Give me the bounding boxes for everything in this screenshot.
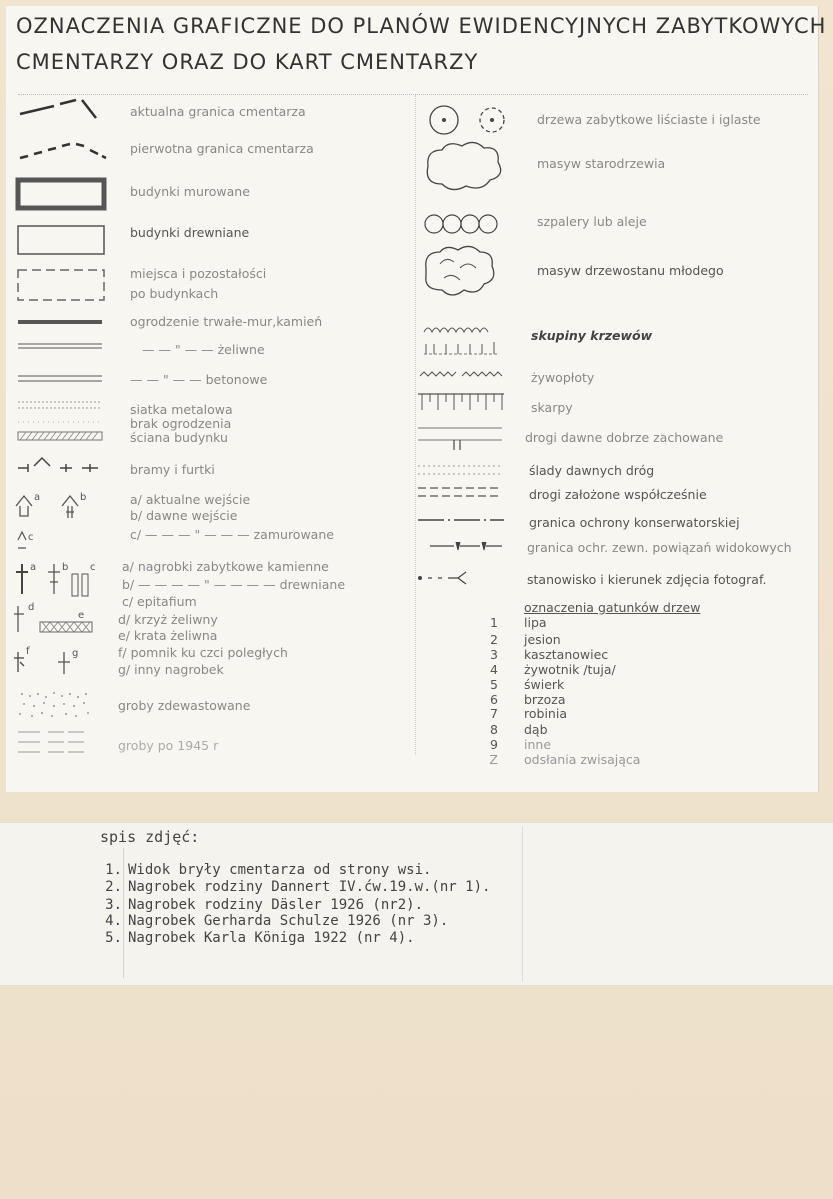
label-drzewa-zabytkowe: drzewa zabytkowe liściaste i iglaste	[537, 112, 761, 127]
label-pierwotna-granica: pierwotna granica cmentarza	[130, 141, 314, 156]
species-number: 1	[490, 615, 498, 630]
photo-item-text: Nagrobek rodziny Dannert IV.ćw.19.w.(nr 1).	[128, 879, 491, 895]
species-number: 5	[490, 677, 498, 692]
label-sciana: ściana budynku	[130, 430, 228, 445]
photo-item-number: 3.	[105, 897, 122, 913]
photo-item-number: 4.	[105, 913, 122, 929]
species-number: 4	[490, 662, 498, 677]
label-budynki-murowane: budynki murowane	[130, 184, 250, 199]
species-name: dąb	[524, 722, 548, 737]
label-betonowe: — — " — — betonowe	[130, 372, 268, 387]
label-pomnik: f/ pomnik ku czci poległych	[118, 645, 288, 660]
photo-list-heading: spis zdjęć:	[100, 828, 200, 846]
label-siatka: siatka metalowa	[130, 402, 233, 417]
photo-item-number: 1.	[105, 862, 122, 878]
label-szpalery: szpalery lub aleje	[537, 214, 647, 229]
svg-text:e: e	[78, 610, 85, 621]
species-heading: oznaczenia gatunków drzew	[524, 600, 701, 615]
label-groby-zdewastowane: groby zdewastowane	[118, 698, 251, 713]
photo-list-item	[98, 897, 423, 913]
label-granica-ochrony: granica ochrony konserwatorskiej	[529, 515, 740, 530]
label-nagrobki-kamienne: a/ nagrobki zabytkowe kamienne	[122, 559, 329, 574]
label-drogi-wspolczesne: drogi założone współcześnie	[529, 487, 707, 502]
svg-text:d: d	[28, 602, 35, 613]
photo-item-number: 5.	[105, 930, 122, 946]
label-budynki-drewniane: budynki drewniane	[130, 225, 250, 240]
title-divider	[18, 94, 808, 95]
svg-text:c: c	[90, 562, 96, 573]
photo-item-text: Nagrobek rodziny Däsler 1926 (nr2).	[128, 897, 424, 913]
label-dawne-wejscie: b/ dawne wejście	[130, 508, 238, 523]
species-number: Z	[489, 752, 498, 767]
species-name: żywotnik /tuja/	[524, 662, 616, 677]
photo-item-text: Nagrobek Gerharda Schulze 1926 (nr 3).	[128, 913, 449, 929]
photo-item-text: Widok bryły cmentarza od strony wsi.	[128, 862, 432, 878]
svg-text:b: b	[62, 562, 69, 573]
svg-text:c: c	[28, 532, 34, 543]
species-name: jesion	[524, 632, 561, 647]
label-aktualna-granica: aktualna granica cmentarza	[130, 104, 306, 119]
legend-title-line2: CMENTARZY ORAZ DO KART CMENTARZY	[16, 50, 479, 74]
legend-title-line1: OZNACZENIA GRAFICZNE DO PLANÓW EWIDENCYJNYCH ZABYTKOWYCH	[16, 14, 827, 38]
label-brak-ogrodzenia: brak ogrodzenia	[130, 416, 232, 431]
species-name: robinia	[524, 706, 567, 721]
species-number: 2	[490, 632, 498, 647]
photo-list-item	[98, 913, 448, 929]
label-skupiny-krzewow: skupiny krzewów	[531, 328, 653, 343]
label-groby-po-1945: groby po 1945 r	[118, 738, 219, 753]
species-number: 6	[490, 692, 498, 707]
label-drogi-dawne: drogi dawne dobrze zachowane	[525, 430, 724, 445]
photo-item-text: Nagrobek Karla Königa 1922 (nr 4).	[128, 930, 415, 946]
label-granica-zewn: granica ochr. zewn. powiązań widokowych	[527, 540, 792, 555]
label-krata-zeliwna: e/ krata żeliwna	[118, 628, 218, 643]
label-skarpy: skarpy	[531, 400, 573, 415]
species-name: brzoza	[524, 692, 566, 707]
species-name: lipa	[524, 615, 547, 630]
svg-text:a: a	[34, 492, 41, 503]
label-zywoploty: żywopłoty	[531, 370, 595, 385]
label-inny-nagrobek: g/ inny nagrobek	[118, 662, 224, 677]
species-number: 8	[490, 722, 498, 737]
label-po-budynkach: po budynkach	[130, 286, 219, 301]
species-name: kasztanowiec	[524, 647, 609, 662]
svg-text:b: b	[80, 492, 87, 503]
species-number: 7	[490, 706, 498, 721]
photo-item-number: 2.	[105, 879, 122, 895]
label-aktualne-wejscie: a/ aktualne wejście	[130, 492, 251, 507]
label-bramy: bramy i furtki	[130, 462, 215, 477]
label-krzyz-zeliwny: d/ krzyż żeliwny	[118, 612, 218, 627]
label-miejsca: miejsca i pozostałości	[130, 266, 267, 281]
label-zamurowane: c/ — — — " — — — zamurowane	[130, 527, 334, 542]
photo-list-item	[98, 930, 415, 946]
svg-text:f: f	[26, 646, 30, 657]
label-nagrobki-drewniane: b/ — — — — " — — — — drewniane	[122, 577, 346, 592]
species-number: 9	[490, 737, 498, 752]
photo-list-item	[98, 879, 490, 895]
svg-text:a: a	[30, 562, 37, 573]
label-epitafium: c/ epitafium	[122, 594, 197, 609]
strip-fold-line	[522, 826, 523, 982]
right-symbols	[414, 96, 518, 596]
label-masyw-mlodego: masyw drzewostanu młodego	[537, 263, 724, 278]
label-stanowisko-zdjecia: stanowisko i kierunek zdjęcia fotograf.	[527, 572, 767, 587]
label-slady-drog: ślady dawnych dróg	[529, 463, 655, 478]
label-ogrodzenie-trwale: ogrodzenie trwałe-mur,kamień	[130, 314, 323, 329]
svg-text:g: g	[72, 648, 79, 659]
photo-list-item	[98, 862, 431, 878]
label-zeliwne: — — " — — żeliwne	[142, 342, 265, 357]
species-name: odsłania zwisająca	[524, 752, 641, 767]
left-symbols	[14, 92, 110, 762]
species-name: inne	[524, 737, 552, 752]
species-number: 3	[490, 647, 498, 662]
label-masyw-starodrzewia: masyw starodrzewia	[537, 156, 666, 171]
species-name: świerk	[524, 677, 565, 692]
